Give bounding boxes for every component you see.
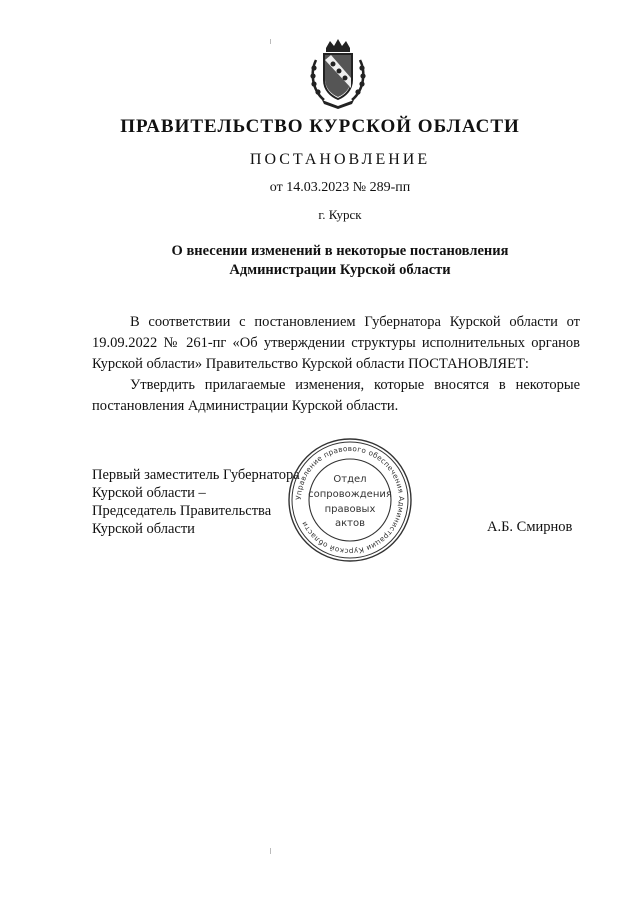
signer-position-line: Курской области	[92, 521, 195, 537]
stamp-line: актов	[334, 518, 366, 529]
subject-line-1: О внесении изменений в некоторые постановления	[171, 243, 509, 259]
signer-position-line: Председатель Правительства	[92, 503, 272, 519]
stamp-ring-text: Управление правового обеспечения Администрации Курской области	[293, 443, 407, 557]
body-paragraph-1: В соответствии с постановлением Губернатора Курской области от 19.09.2022 № 261-пг «Об утверждении структуры исполнительных органов Курской области» Правительство Курской области ПОСТАНОВЛЯЕТ:	[92, 314, 580, 372]
subject-line-2: Администрации Курской области	[229, 262, 451, 278]
document-city: г. Курск	[318, 207, 362, 222]
official-stamp	[287, 437, 413, 563]
stamp-line: сопровождения	[308, 489, 392, 500]
stamp-line: Отдел	[333, 474, 367, 485]
signer-position-line: Курской области –	[92, 485, 206, 501]
document-subject	[100, 242, 580, 280]
document-body	[92, 312, 580, 417]
document-date-number: от 14.03.2023 № 289-пп	[269, 180, 411, 195]
stamp-line: правовых	[324, 504, 376, 515]
body-paragraph-2: Утвердить прилагаемые изменения, которые вносятся в некоторые постановления Администрации Курской области.	[92, 377, 580, 414]
scan-mark	[270, 848, 271, 854]
signer-name: А.Б. Смирнов	[487, 519, 573, 535]
signer-position-line: Первый заместитель Губернатора	[92, 467, 300, 483]
coat-of-arms-icon	[308, 38, 368, 110]
government-title: ПРАВИТЕЛЬСТВО КУРСКОЙ ОБЛАСТИ	[120, 116, 520, 137]
scan-mark	[270, 39, 271, 44]
svg-text:Управление правового обеспечен	[294, 444, 406, 556]
document-type: ПОСТАНОВЛЕНИЕ	[249, 151, 431, 168]
